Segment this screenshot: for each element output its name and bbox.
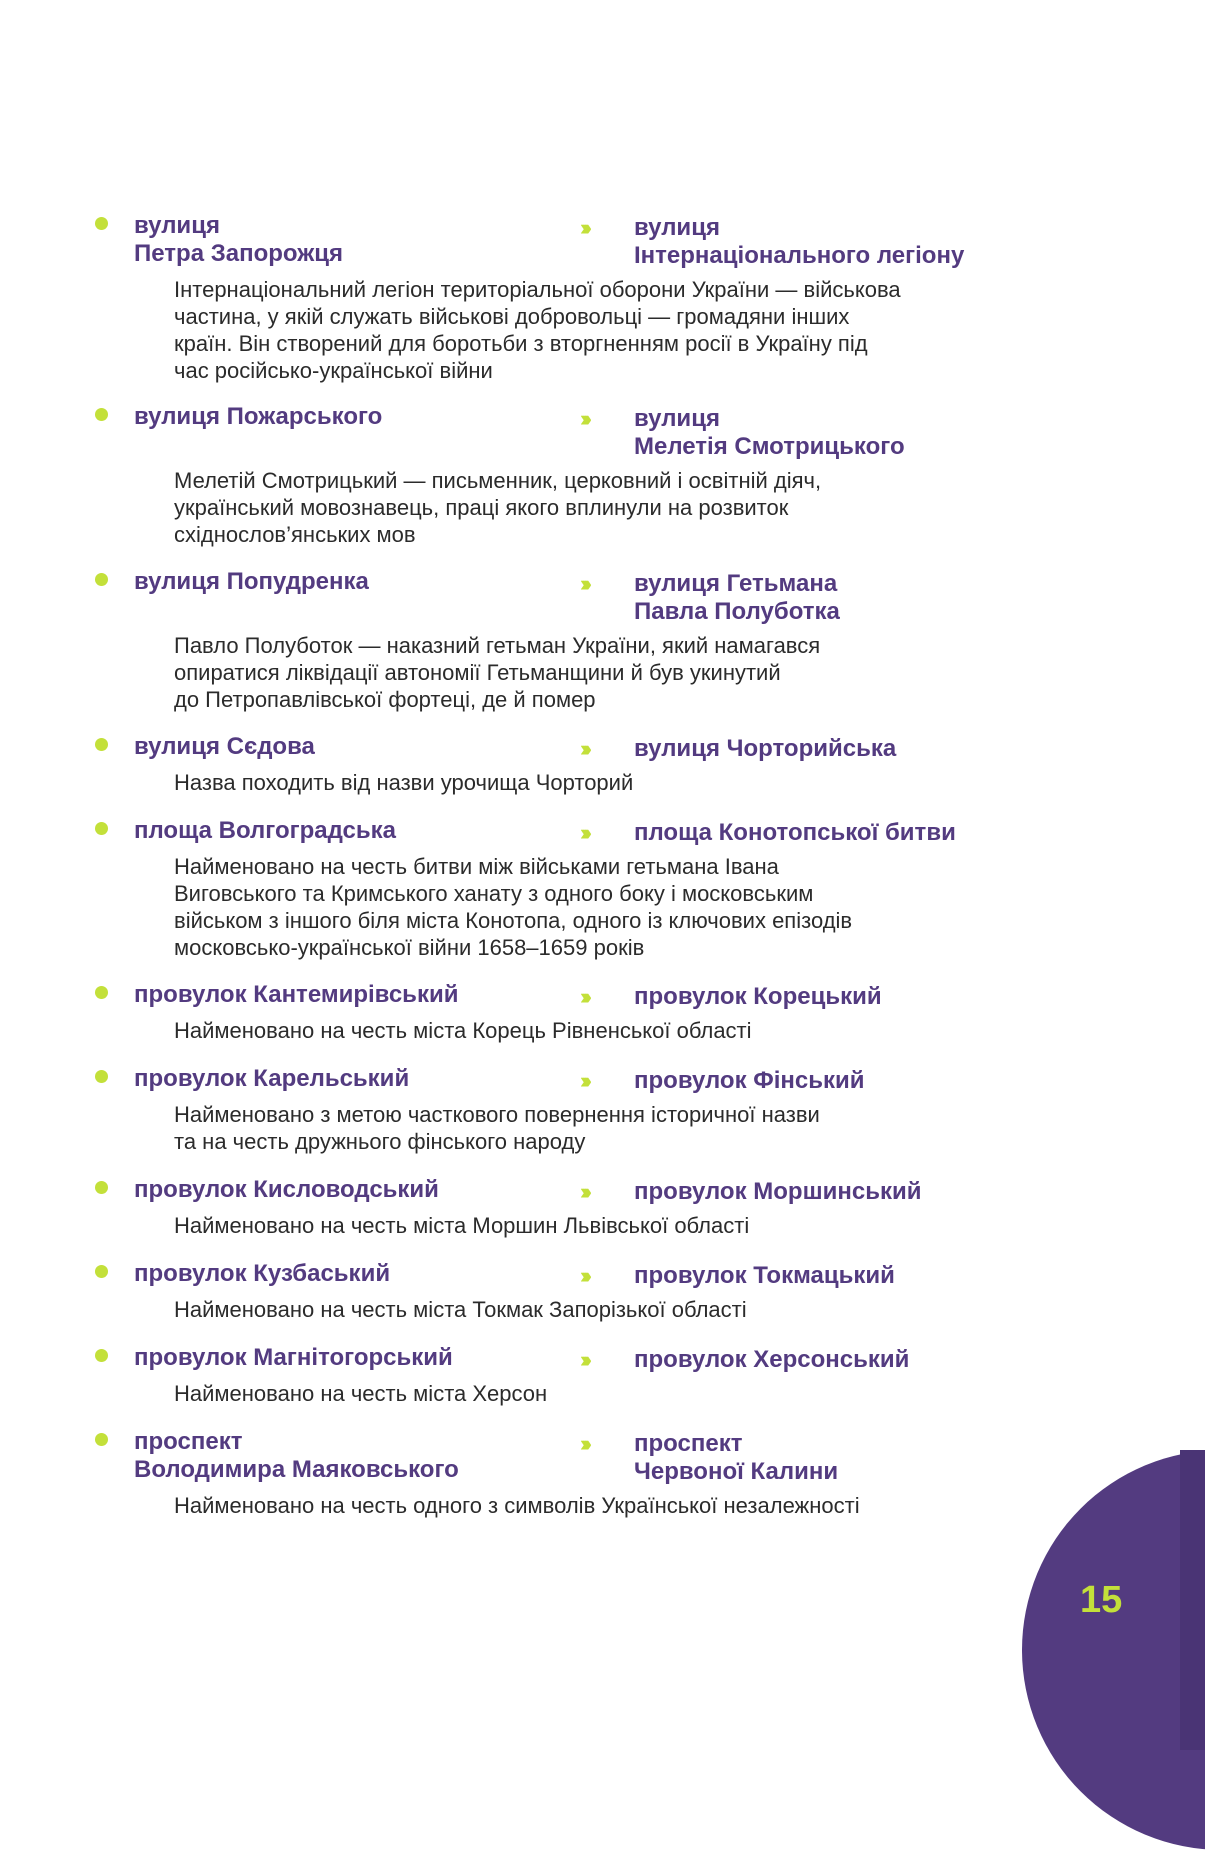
old-name: площа Волгоградська	[134, 817, 397, 844]
description: Найменовано на честь міста Херсон	[174, 1381, 548, 1406]
bullet-icon	[95, 1265, 108, 1278]
new-name: вулиця Мелетія Смотрицького	[634, 405, 905, 460]
description: Назва походить від назви урочища Чорторий	[174, 770, 634, 795]
description: Мелетій Смотрицький — письменник, церковний і освітній діяч, український мовознавець, праці якого вплинули на розвиток східнослов’янських мов	[174, 468, 822, 547]
description: Найменовано на честь одного з символів Української незалежності	[174, 1493, 860, 1518]
arrow-icon: ›››	[580, 820, 587, 845]
bullet-icon	[95, 573, 108, 586]
bullet-icon	[95, 738, 108, 751]
new-name: площа Конотопської битви	[634, 819, 956, 846]
arrow-icon: ›››	[580, 1068, 587, 1093]
arrow-icon: ›››	[580, 1431, 587, 1456]
arrow-icon: ›››	[580, 406, 587, 431]
old-name: провулок Кантемирівський	[134, 981, 459, 1008]
arrow-icon: ›››	[580, 1263, 587, 1288]
new-name: провулок Моршинський	[634, 1178, 922, 1205]
old-name: вулиця Сєдова	[134, 733, 315, 760]
old-name: проспект Володимира Маяковського	[134, 1428, 459, 1483]
bullet-icon	[95, 408, 108, 421]
description: Павло Полуботок — наказний гетьман України, який намагався опиратися ліквідації автономії Гетьманщини й був укинутий до Петропавлівської фортеці, де й помер	[174, 633, 821, 712]
old-name: провулок Кисловодський	[134, 1176, 439, 1203]
description: Найменовано на честь битви між військами гетьмана Івана Виговського та Кримського ханату з одного боку і московським військом з іншого біля міста Конотопа, одного із ключових епізодів московсько-української війни 1658–1659 років	[174, 854, 853, 960]
arrow-icon: ›››	[580, 1347, 587, 1372]
new-name: провулок Токмацький	[634, 1262, 895, 1289]
arrow-icon: ›››	[580, 571, 587, 596]
bullet-icon	[95, 1181, 108, 1194]
new-name: вулиця Чорторийська	[634, 735, 897, 762]
old-name: вулиця Пожарського	[134, 403, 383, 430]
description: Найменовано на честь міста Моршин Львівської області	[174, 1213, 750, 1238]
description: Найменовано з метою часткового повернення історичної назви та на честь дружнього фінського народу	[174, 1102, 820, 1154]
bullet-icon	[95, 217, 108, 230]
bullet-icon	[95, 1070, 108, 1083]
old-name: провулок Магнітогорський	[134, 1344, 453, 1371]
page-corner-edge	[1180, 1450, 1205, 1750]
old-name: вулиця Петра Запорожця	[134, 212, 344, 267]
new-name: вулиця Інтернаціонального легіону	[634, 214, 965, 269]
arrow-icon: ›››	[580, 984, 587, 1009]
arrow-icon: ›››	[580, 215, 587, 240]
new-name: вулиця Гетьмана Павла Полуботка	[634, 570, 840, 625]
page-number: 15	[1080, 1579, 1123, 1621]
old-name: провулок Кузбаський	[134, 1260, 391, 1287]
old-name: вулиця Попудренка	[134, 568, 369, 595]
new-name: провулок Фінський	[634, 1067, 865, 1094]
description: Найменовано на честь міста Токмак Запорізької області	[174, 1297, 747, 1322]
new-name: проспект Червоної Калини	[634, 1430, 839, 1485]
bullet-icon	[95, 1349, 108, 1362]
old-name: провулок Карельський	[134, 1065, 410, 1092]
arrow-icon: ›››	[580, 1179, 587, 1204]
bullet-icon	[95, 986, 108, 999]
bullet-icon	[95, 822, 108, 835]
description: Інтернаціональний легіон територіальної оборони України — військова частина, у якій служать військові добровольці — громадяни інших країн. Він створений для боротьби з вторгненням росії в Україну під час російсько-української війни	[174, 277, 901, 383]
description: Найменовано на честь міста Корець Рівненської області	[174, 1018, 752, 1043]
new-name: провулок Херсонський	[634, 1346, 910, 1373]
new-name: провулок Корецький	[634, 983, 882, 1010]
bullet-icon	[95, 1433, 108, 1446]
arrow-icon: ›››	[580, 736, 587, 761]
